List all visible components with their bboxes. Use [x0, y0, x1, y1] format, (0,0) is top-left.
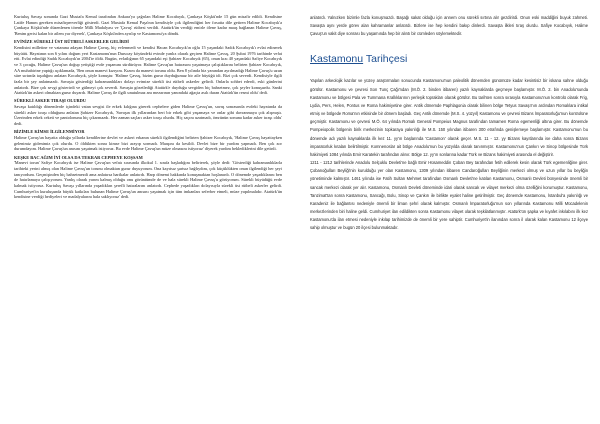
section-body: Halime Çavuş'un hayatta olduğu yıllarda kendilerine devlet ve askeri erkanın sürekli ilgilendiğini belirten Şahizer Kocabıyık, 'Halime Çavuş hayattayken gelenimiz gidenimiz çok olurdu. O öldükten sonra kimse bizi arayıp sormadı. Maaşını da kesildi. Devlet bize bir yardım yapmadı. Ben çok zor durumdayım. Halime Çavuş'un anısını yaşatmak istiyoruz. Bu evde Halime Çavuş'un müze olmasını istiyoruz' diyerek yardım beklediklerini dile getirdi.	[14, 135, 282, 152]
history-paragraph: 1211 - 1212 tarihlerinde Anadolu Selçuklu Devleti'ne bağlı Emir Hüsameddin Çoban Bey tarafından fetih edilerek kesin olarak Türk egemenliğine girer. Çobanoğulları Beyliği'nin kurulduğu yer olan Kastamonu, 1309 yılından itibaren Candaroğulları Beyliğinin merkezi olmuş ve uzun yıllar bu beyliğin yönetiminde kalmıştır. 1461 yılında ise Fatih Sultan Mehmet tarafından Osmanlı Devleti'ne katılan Kastamonu, Osmanlı Devleti bünyesinde önemli bir sancak merkezi olarak yer alır. Kastamonu, Osmanlı Devleti döneminde idari olarak sancak ve vilayet merkezi olma özelliğini korumuştur. Kastamonu, Tanzimat'tan sonra Kastamonu, Sancağı, Bolu, Sinop ve Çankırı ile birlikte eyalet haline getirilmiştir. Geç dönemde Kastamonu, İstanbul'a yakınlığı ve Karadeniz ile bağlantısı nedeniyle önemli bir liman şehri olarak kalmıştır. Osmanlı İmparatorluğu'nun son yıllarında Kastamonu Milli Mücadelenin merkezlerinden biri haline geldi. Cumhuriyet ilan edildikten sonra Kastamonu vilayet olarak teşkilatlanmıştır. Atatürk'ün şapka ve kıyafet inkılabını ilk kez Kastamonu'da ilan etmesi nedeniyle inkılap tarihimizde de önemli bir yere sahiptir. Cumhuriyet'in ilanından sonra il olarak kalan Kastamonu 12 ilçeye sahip olmuştur ve bugün 20 ilçesi bulunmaktadır.	[310, 160, 588, 231]
title-link[interactable]: Kastamonu	[310, 53, 364, 66]
section-body: 'Manevi torun' Safiye Kocabıyık ise Halime Çavuş'un vefatı sırasında ilkokul 1. sınıfa başladığını belirterek, şöyle dedi: 'Gösterdiği kahramanlıklarla tarihteki yerini almış olan Halime Çavuş'un torunu olmaktan gurur duyuyorum. Ona kayıtsız şartsız bağlıydım, çok küçüklükten onun ilgilendiği her şeyi tanıyordum. Geçmişinden hiç bahsetmezdi ama anlatırsa harikalar anlatırdı. Harp dönemi hakkında konuşmaktan hoşlanırdı. O dönemde yaşadıklarını ben de hatırlamaya çalışıyorum. Yanlış olarak yarım kalmış olduğu onu görüntümde de ve hala sürekli Halime Çavuş'u görüyorum. Sürekli büyüdüğü evde kalmak istiyoruz. Kurtuluş Savaşı yıllarında yaşadıkları şerefli hatıralarını anlatırdı. Cephede yaşadıkları dolayısıyla sürekli üst rütbeli askerler gelirdi. Cumhuriyet'in kuruluşunda büyük katkıları bulunan Halime Çavuş'un anısını yaşatmak için tüm imkanları seferber etmeli, müze yapılmalıdır. Atatürk'ün kendisine verdiği hediyeleri ve madalyalarını hala saklıyoruz' dedi.	[14, 160, 282, 200]
section-body: Savaşa katıldığı dönemlerde içindeki vatan sevgisi ile erkek kılığına girerek cephelere giden Halime Çavuş'un, savaş sonrasında evdeki hayatında da sürekli asker tıraşı olduğunu anlatan Şahizer Kocabıyık, 'Savaşın ilk yıllarından beri bir erkek gibi yaşamaya ve onlar gibi davranmaya çok alışmıştı. Üzerinden erkek ceketi ve pantolonunu hiç çıkarmazdı. Her zaman saçları asker tıraşı olurdu. Hiç saçını uzatmadı, ömrünün sonuna kadar asker tıraşı oldu' dedi.	[14, 104, 282, 127]
title-rest: Tarihçesi	[363, 53, 408, 66]
history-paragraph: Yapılan arkeolojik kazılar ve yüzey araştırmaları sonucunda Kastamonu'nun paleolitik dönemden günümüze kadar kesintisiz bir iskana sahne olduğu görülür. Kastamonu ve çevresi Son Tunç Çağı'ndan (M.Ö. 2. binden itibaren) yazılı kaynaklarda geçmeye başlamıştır. M.Ö. 2. bin Anadolu'sunda Kastamonu ve bölgesi Pala ve Tummana Krallıklarının yerleşik toprakları olarak görülür. Bu tarihten sonra sırasıyla Kastamonu'nun kontrolü olarak Frig, Lydia, Pers, Helen, Pontus ve Roma hakimiyetine girer. Antik dönemde Paphlagonia olarak bilinen bölge Tetyus Savaşı'nın ardından Romalılara intikal etmiş ve bölgede Roma'nın etkisinde bir dönem başladı. Geç Antik dönemde (M.S. 4. yüzyıl) Kastamonu ve çevresi Bizans İmparatorluğu'nun kontrolüne geçmiştir. Kastamonu ve çevresi M.Ö. 64 yılında Romalı General Pompeius Magnus tarafından tamamen Roma egemenliği altına girer. Bu dönemde Pompeiopolis bölgenin birik merkezinin topkaraya yakınlığı ile M.S. 150 yılından itibaren 300 etrafında genişlemeye başlamıştır. Kastamonu'nun bu dönemde adı yazılı kaynaklarda ilk kez 11. yy'ın başlarında 'Castamon' olarak geçer. M.S. 11 - 12. yy Bizans kayıtlarında ise daha sonra Bizans imparatorluk kıtaları belirtilmiştir. Komnenoslar ait bölge Anadolu'nun bu yüzyılda olarak tanınmıştır. Kastamonu'nun Çankırı ve Sinop bölgesinde Türk hakimiyeti 1084 yılında Emir Karatekin tarafından alınır. Bölge 12. yy'ın sonlarına kadar Türk ve Bizans hakimiyeti arasında el değiştirir.	[310, 78, 588, 157]
section-title	[310, 53, 588, 65]
section-heading: KEŞKE BAC AĞIM İYİ OLSA DA TEKRAR CEPHEYE KOŞSAM	[14, 154, 143, 160]
right-intro-paragraph: anlatırdı. Yalnızken bizimle fazla konuşmazdı. Başağı sakat olduğu için annem onu sürekli sırtına alır gezdirirdi. Onun eski maddiğini buyuk zahmeti. Savaşta aynı yerde görev alan kahramanlar anlatırdı. Bizlere ise hep kendini bakıp dinlerdi. Savaşta ilkleri tıraş olurdu. Safiye Kocabıyık, Halime Çavuş'un vakit diye sonrası bu yaşamında hep bir alıntı bir cümleden söylemektedir.	[310, 15, 588, 37]
section-heading: EVİNİZE SÜREKLİ ÜST RÜTBELİ ASKERLER GELİRDİ	[14, 39, 129, 45]
right-column	[310, 14, 588, 414]
section-body: Kendisini milletine ve vatanına adayan Halime Çavuş, hiç evlenmedi ve kendisi Hacan Kocabıyık'ın oğlu 15 yaşındaki Sadık Kocabıyık'ı evlat edinerek büyüttü. Hayatının son 6 yılını doğum yeri Kastamonu'nun Durucay köyündeki evinde yanlız olarak geçiren Halime Çavuş, 20 Şubat 1976 tarihinde vefat etti. Evlat edindiği Sadık Kocabıyık'ın 2004'te öldü. Bugün, evlatlığının 65 yaşındaki eşi Şahizer Kocabıyık (65), onun kızı 40 yaşındaki Safiye Kocabıyık ve 3 çocuğu, Halime Çavuş'un doğup yetiştiği evde yaşamını sürdürüyor. Halime Çavuş'un hatırasını yaşatmaya çalıştıklarını belirten Şahizer Kocabıyık, AA muhabirine yaptığı açıklamada, 'Ben onun manevi kızıyım. Kızım da manevi torunu oldu. Ben 8 yılında biz yanından ayrılmadığı Halime Çavuş'u uzun süre sırtında taşıdığını anlatan Kocabıyık, şöyle konuştu: 'Halime Çavuş, bizim gurur duyduğumuz bir aile büyüğü idi. Bizi çok severdi. Kendisiyle ilgili fazla bir şey anlatmazdı. Savaşta gösterdiği kahramanlıkları dolayı evimize sürekli üst rütbeli askerler gelirdi. Onlarla sohbet ederdi, eski günlerini anlatırdı. Bize çok sevgi gösterirdi ve gülmeyi çok severdi. Savaşta gözetlediği Atatürk'e duyduğu sevgiden hiç bahsetmez, çok şeyler konuşurdu. Sanki Atatürk'ün askeri olmaktan gurur duyardı. Halime Çavuş ile ilgili unutulmaz anı mezarının yanındaki ağaçta asılı duran Atatürk'ün resmi oldu' dedi.	[14, 44, 282, 96]
section-heading: BİZİMLE KİMSE İLGİLENMİYOR	[14, 129, 85, 135]
left-column	[14, 14, 282, 414]
left-intro-paragraph: Kurtuluş Savaşı sonunda Gazi Mustafa Kemal tarafından Ankara'ya çağrılan Halime Kocabıyık, Çankaya Köşkü'nde 15 gün misafir edildi. Kendisine Latife Hanım gereken misafirperverliği gösterdi. Gazi Mustafa Kemal Paşa'nın kendisiyle çok ilgilendiğini her fırsatta dile getiren Halime Kocabıyık'a Çankaya Köşkü'nde düzenlenen törenle Milli Madalyası ve 'Çavuş' rütbesi verildi. Atatürk'ün verdiği emirle ölene kadar maaş bağlanan Halime Çavuş, 'Benim gerisi kalan bir ailem yar diyerek', Çankaya Köşkü'nden ayrılıp ve Kastamonu'ya döndü.	[14, 14, 282, 36]
section-heading: SÜREKLİ ASKER TIRAŞI OLURDU	[14, 98, 87, 104]
